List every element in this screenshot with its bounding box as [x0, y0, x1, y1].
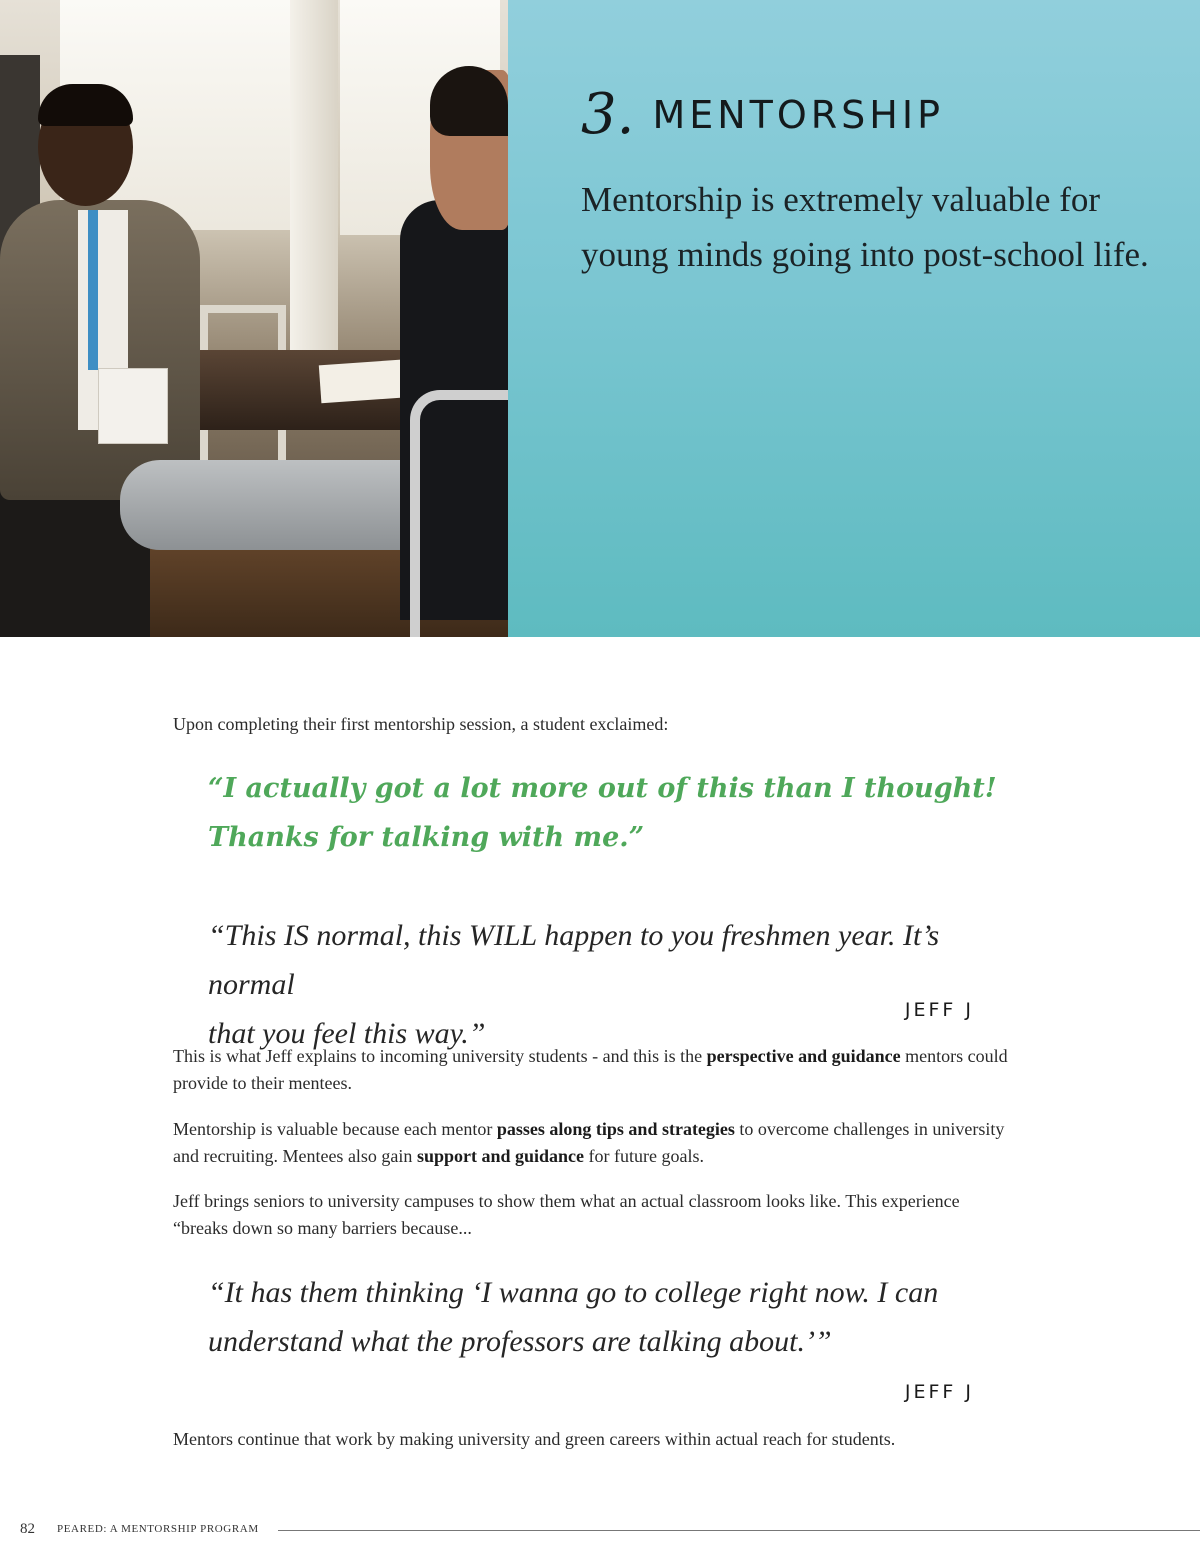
- paragraph: Jeff brings seniors to university campuses to show them what an actual classroom looks like. This experience “breaks down so many barriers because...: [173, 1191, 960, 1238]
- student-quote-line: “I actually got a lot more out of this than I thought!: [208, 773, 997, 804]
- closing-paragraph: Mentors continue that work by making university and green careers within actual reach for students.: [173, 1429, 896, 1449]
- footer-rule: [278, 1530, 1200, 1531]
- intro-text: Mentorship is extremely valuable for young minds going into post-school life.: [581, 180, 1149, 274]
- pull-quote-2: [208, 1268, 1008, 1366]
- mentorship-photo: [0, 0, 508, 637]
- paragraph: [173, 1116, 1013, 1170]
- text-run: for future goals.: [584, 1146, 704, 1166]
- emphasis: support and guidance: [416, 1146, 584, 1166]
- curtain: [290, 0, 338, 360]
- quote-line: “It has them thinking ‘I wanna go to college right now. I can: [208, 1276, 939, 1309]
- chair: [410, 390, 508, 637]
- page-number: 82: [20, 1521, 35, 1537]
- mentor-hair: [38, 84, 133, 126]
- student-quote-line: Thanks for talking with me.”: [208, 822, 645, 853]
- pull-quote-1: [208, 911, 1008, 1058]
- emphasis: passes along tips and strategies: [496, 1119, 735, 1139]
- emphasis: perspective and guidance: [706, 1046, 901, 1066]
- text-run: to overcome challenges in university and recruiting. Mentees also gain: [173, 1119, 1005, 1166]
- text-run: Mentorship is valuable because each mentor: [173, 1119, 497, 1139]
- quote-attribution: JEFF J: [904, 1381, 974, 1403]
- hero-section: [0, 0, 1200, 637]
- text-run: This is what Jeff explains to incoming university students - and this is the: [173, 1046, 707, 1066]
- student-quote: [208, 764, 1008, 862]
- section-heading: [581, 82, 944, 147]
- section-number: 3.: [581, 82, 635, 147]
- quote-line: that you feel this way.”: [208, 1017, 486, 1050]
- mentee-legs: [120, 460, 420, 550]
- section-title: MENTORSHIP: [652, 93, 945, 137]
- quote-attribution: JEFF J: [904, 999, 974, 1021]
- quote-line: “This IS normal, this WILL happen to you freshmen year. It’s normal: [208, 919, 940, 1001]
- paragraph: [173, 1043, 1013, 1097]
- lead-in: Upon completing their first mentorship session, a student exclaimed:: [173, 714, 669, 734]
- publication-title: PEARED: A MENTORSHIP PROGRAM: [57, 1523, 259, 1535]
- mentee-hair: [430, 66, 508, 136]
- text-run: mentors could provide to their mentees.: [173, 1046, 1008, 1093]
- name-badge: [98, 368, 168, 444]
- quote-line: understand what the professors are talking about.’”: [208, 1325, 832, 1358]
- lanyard: [88, 210, 98, 370]
